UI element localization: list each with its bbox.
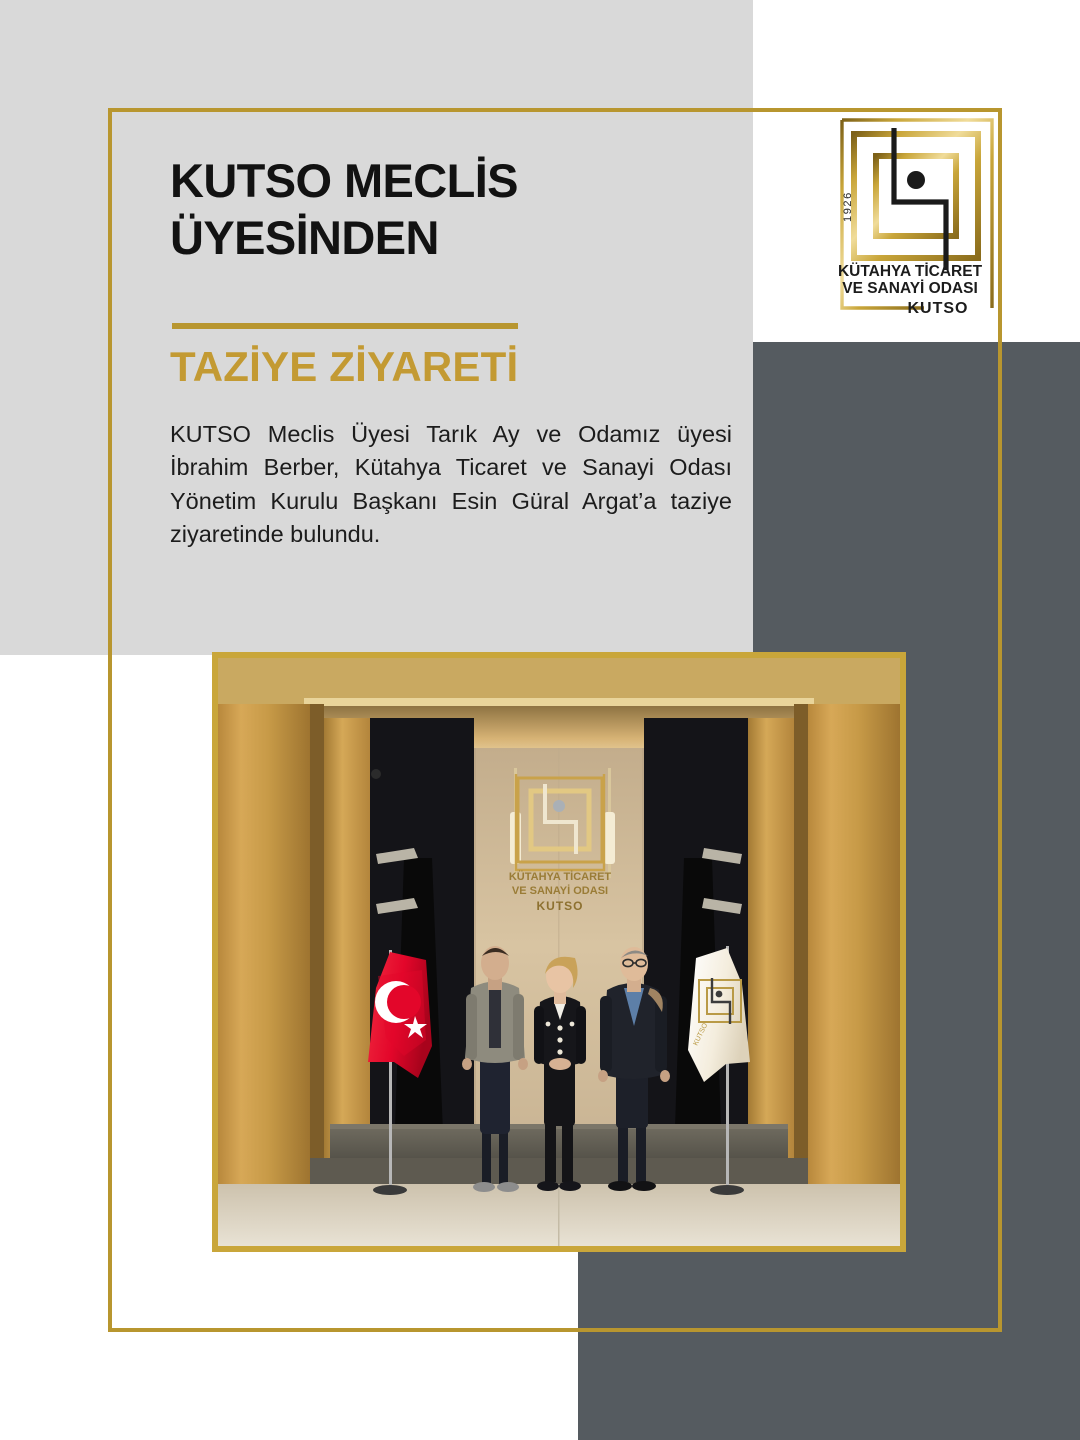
left-leg-b [499, 1126, 508, 1184]
flag-crescent-inner [387, 985, 421, 1019]
left-shoe-b [497, 1182, 519, 1192]
wall-sign-line1: KÜTAHYA TİCARET [508, 871, 612, 883]
center-leg-b [562, 1120, 573, 1182]
kutso-logo [824, 110, 1004, 320]
body-paragraph: KUTSO Meclis Üyesi Tarık Ay ve Odamız üyesi İbrahim Berber, Kütahya Ticaret ve Sanayi Odası Yönetim Kurulu Başkanı Esin Güral Argat’a taziye ziyaretinde bulundu. [170, 421, 732, 548]
right-shoe-a [608, 1181, 632, 1191]
logo-line1: KÜTAHYA TİCARET [837, 263, 983, 280]
left-hand-a [462, 1058, 472, 1070]
wood-panel-left-outer [218, 704, 310, 1246]
flag-base-right [710, 1185, 744, 1195]
wall-sign-line2: VE SANAYİ ODASI [511, 885, 609, 897]
right-hand-b [660, 1070, 670, 1082]
right-arm-a [600, 996, 612, 1072]
page-subtitle: TAZİYE ZİYARETİ [170, 343, 519, 390]
logo-line2: VE SANAYİ ODASI [842, 280, 978, 297]
right-shoe-b [632, 1181, 656, 1191]
center-shoe-b [559, 1181, 581, 1191]
center-arm-a [534, 1006, 544, 1064]
center-leg-a [545, 1120, 556, 1182]
wall-sign-line3: KUTSO [536, 899, 584, 913]
gold-divider-rule [172, 323, 518, 329]
left-shoe-a [473, 1182, 495, 1192]
page-title: KUTSO MECLİS ÜYESİNDEN [170, 154, 518, 265]
logo-dot [907, 171, 925, 189]
left-hand-b [518, 1058, 528, 1070]
wood-panel-right-outer [808, 704, 900, 1246]
left-arm-b [513, 994, 524, 1060]
center-shoe-a [537, 1181, 559, 1191]
step-lower [310, 1158, 808, 1184]
center-arm-b [576, 1006, 586, 1064]
logo-year: 1926 [842, 191, 854, 222]
ceiling-lip [304, 698, 814, 706]
lobby-photograph [212, 652, 906, 1252]
right-hand-a [598, 1070, 608, 1082]
flag-base-left [373, 1185, 407, 1195]
right-leg-b [636, 1124, 646, 1182]
floor-seam [558, 1184, 560, 1246]
ceiling-camera [371, 769, 381, 779]
kutso-flag-text: KUTSO [692, 1022, 710, 1047]
left-jacket-placket [489, 988, 501, 1048]
left-leg-a [482, 1126, 491, 1184]
logo-line3: KUTSO [907, 300, 969, 317]
logo-black-path [894, 128, 946, 270]
logo-square-outer [854, 134, 978, 258]
wall-seam-a [474, 748, 476, 1188]
left-arm-a [466, 994, 477, 1060]
ceiling-band [218, 658, 900, 704]
dark-gray-panel-bottom [578, 1248, 1080, 1440]
step-upper [330, 1128, 788, 1158]
right-leg-a [618, 1124, 628, 1182]
center-hands [549, 1058, 571, 1070]
